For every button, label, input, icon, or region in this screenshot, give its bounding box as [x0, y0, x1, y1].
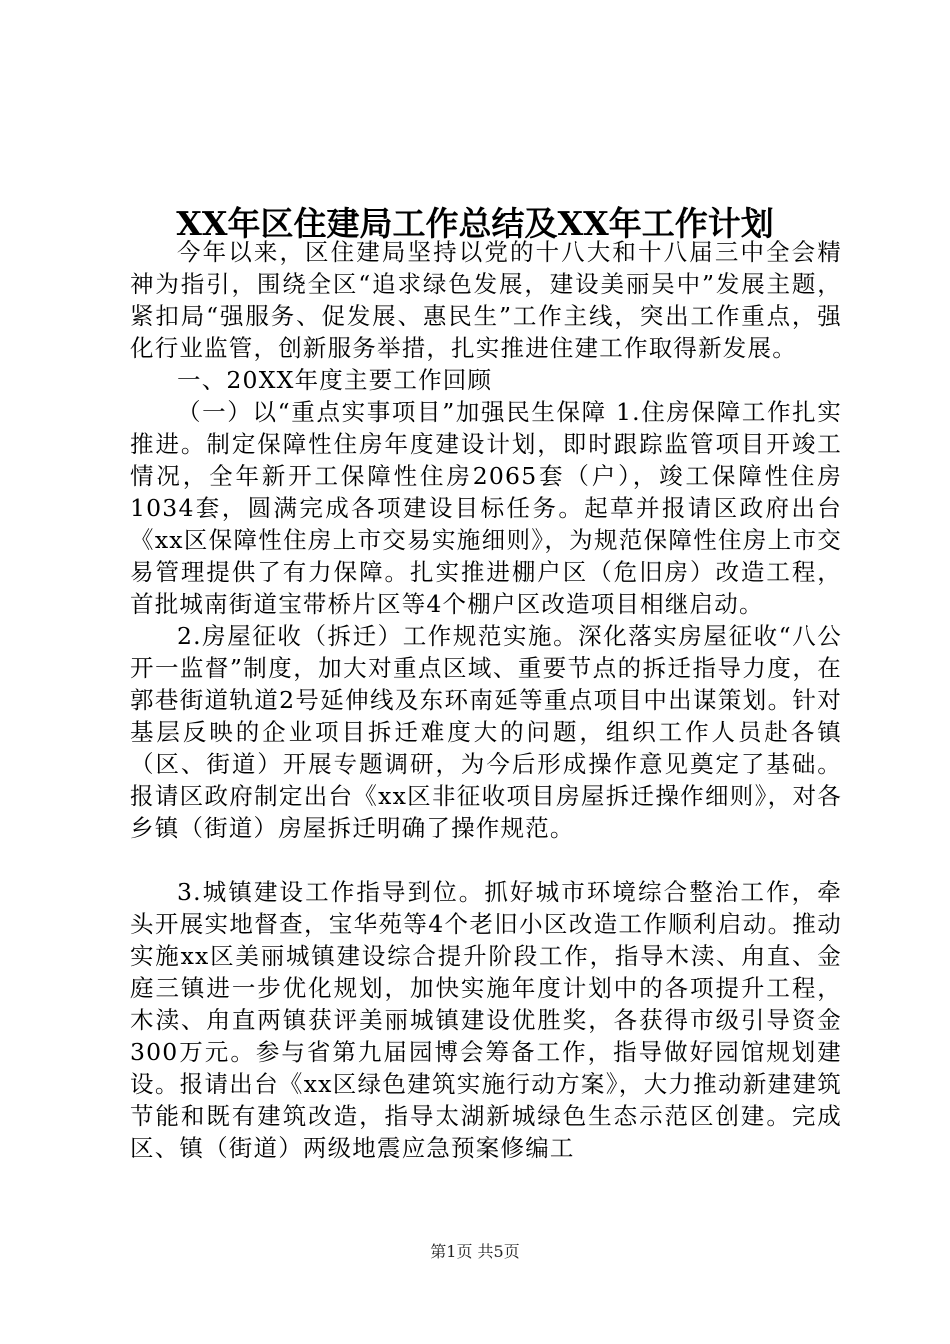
body-paragraph-demolition: 2.房屋征收（拆迁）工作规范实施。深化落实房屋征收“八公开一监督”制度，加大对重点区域、重要节点的拆迁指导力度，在郭巷街道轨道2号延伸线及东环南延等重点项目中出谋策划。针对基层反映的企业项目拆迁难度大的问题，组织工作人员赴各镇（区、街道）开展专题调研，为今后形成操作意见奠定了基础。报请区政府制定出台《xx区非征收项目房屋拆迁操作细则》，对各乡镇（街道）房屋拆迁明确了操作规范。 [130, 622, 842, 842]
section-heading: 一、20XX年度主要工作回顾 [177, 366, 493, 394]
document-title: XX年区住建局工作总结及XX年工作计划 [176, 204, 774, 244]
document-body [130, 236, 842, 1164]
body-paragraph-housing: （一）以“重点实事项目”加强民生保障 1.住房保障工作扎实推进。制定保障性住房年度建设计划，即时跟踪监管项目开竣工情况，全年新开工保障性住房2065套（户），竣工保障性住房1034套，圆满完成各项建设目标任务。起草并报请区政府出台《xx区保障性住房上市交易实施细则》，为规范保障性住房上市交易管理提供了有力保障。扎实推进棚户区（危旧房）改造工程，首批城南街道宝带桥片区等4个棚户区改造项目相继启动。 [130, 398, 842, 618]
intro-paragraph: 今年以来，区住建局坚持以党的十八大和十八届三中全会精神为指引，围绕全区“追求绿色发展，建设美丽吴中”发展主题，紧扣局“强服务、促发展、惠民生”工作主线，突出工作重点，强化行业监管，创新服务举措，扎实推进住建工作取得新发展。 [130, 238, 842, 362]
body-paragraph-urban-construction: 3.城镇建设工作指导到位。抓好城市环境综合整治工作，牵头开展实地督查，宝华苑等4个老旧小区改造工作顺利启动。推动实施xx区美丽城镇建设综合提升阶段工作，指导木渎、甪直、金庭三镇进一步优化规划，加快实施年度计划中的各项提升工程，木渎、甪直两镇获评美丽城镇建设优胜奖，各获得市级引导资金300万元。参与省第九届园博会筹备工作，指导做好园馆规划建设。报请出台《xx区绿色建筑实施行动方案》，大力推动新建建筑节能和既有建筑改造，指导太湖新城绿色生态示范区创建。完成区、镇（街道）两级地震应急预案修编工 [130, 878, 842, 1162]
page-number-footer: 第1页 共5页 [430, 1242, 520, 1261]
